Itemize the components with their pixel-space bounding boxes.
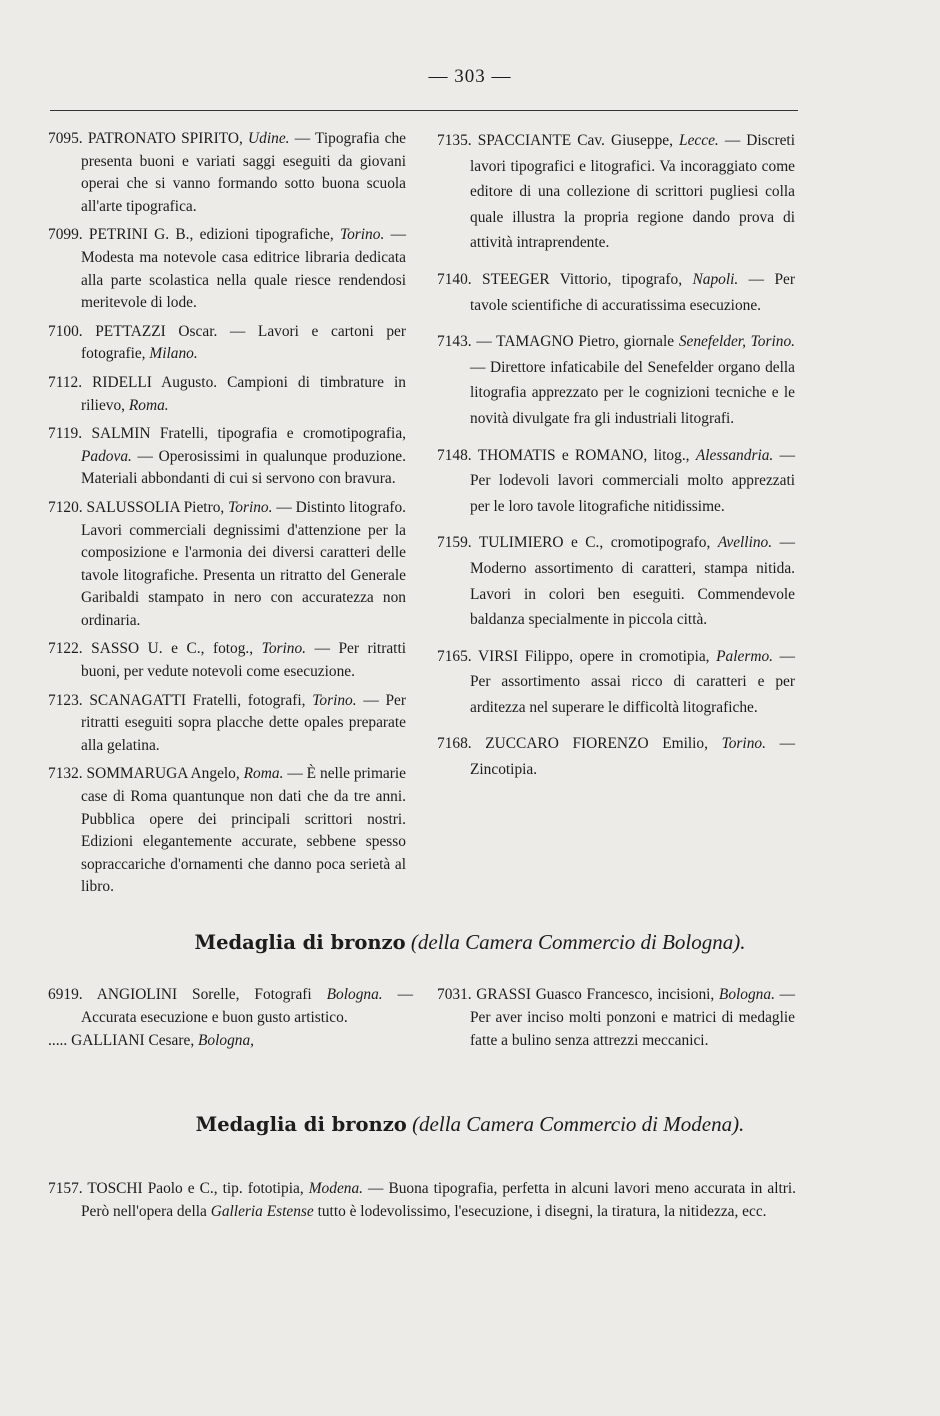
entry-text: — Moderno assortimento di caratteri, stampa nitida. Lavori in colori ben eseguiti. Commendevole baldanza specialmente in piccola città. bbox=[470, 534, 795, 629]
entry-text: tutto è lodevolissimo, l'esecuzione, i disegni, la tiratura, la nitidezza, ecc. bbox=[313, 1203, 767, 1221]
section1-right-column bbox=[437, 983, 795, 1052]
entry-place: Padova. bbox=[81, 447, 132, 465]
entry-name: 7135. SPACCIANTE Cav. Giuseppe, bbox=[437, 132, 680, 149]
entry-text: — Buona tipografia, perfetta in alcuni lavori meno accurata in altri. Però nell'opera della bbox=[81, 1180, 796, 1221]
entry-text: — Zincotipia. bbox=[470, 735, 795, 779]
entry-text: — Distinto litografo. Lavori commerciali degnissimi d'attenzione per la composizione e l'armonia dei diversi caratteri delle tavole litografiche. Presenta un ritratto del Generale Garibaldi stampato in nero con accuratezza non ordinaria. bbox=[81, 498, 406, 629]
entry bbox=[437, 443, 795, 520]
entry-name: 7112. RIDELLI Augusto. Campioni di timbrature in rilievo, bbox=[48, 373, 406, 414]
section-title bbox=[0, 930, 940, 955]
entry bbox=[48, 638, 406, 683]
entry-place: Roma. bbox=[128, 396, 169, 414]
entry bbox=[48, 128, 406, 218]
entry-text: — Tipografia che presenta buoni e variati saggi eseguiti da giovani operai che si vanno formando sotto buona scuola all'arte tipografica. bbox=[81, 130, 406, 215]
entry bbox=[48, 423, 406, 491]
entry-name: 7140. STEEGER Vittorio, tipografo, bbox=[437, 270, 693, 288]
entry-name: 7132. SOMMARUGA Angelo, bbox=[48, 765, 244, 783]
entry-place: Senefelder, Torino. bbox=[678, 333, 795, 351]
entry-place: Napoli. bbox=[692, 270, 739, 288]
entry bbox=[48, 983, 413, 1029]
entry-place: Milano. bbox=[149, 345, 198, 363]
entry-name: 7119. SALMIN Fratelli, tipografia e cromotipografia, bbox=[48, 425, 406, 443]
entry-name: 7168. ZUCCARO FIORENZO Emilio, bbox=[437, 735, 722, 753]
entry-place: Torino. bbox=[261, 640, 307, 658]
entry-name: 7157. TOSCHI Paolo e C., tip. fototipia, bbox=[48, 1180, 309, 1198]
entry-name: 7031. GRASSI Guasco Francesco, incisioni, bbox=[437, 986, 719, 1003]
entry bbox=[437, 983, 795, 1052]
entry-name: 7143. — TAMAGNO Pietro, giornale bbox=[437, 333, 679, 351]
header-rule bbox=[50, 110, 798, 111]
entry bbox=[48, 1029, 413, 1052]
entry-place: Lecce. bbox=[679, 132, 719, 149]
entry-name: 7165. VIRSI Filippo, opere in cromotipia, bbox=[437, 647, 717, 665]
entry-name: ..... GALLIANI Cesare, bbox=[48, 1032, 199, 1049]
entry-name: 7099. PETRINI G. B., edizioni tipografiche, bbox=[48, 226, 340, 244]
entry bbox=[48, 1177, 796, 1223]
entry-place: Torino. bbox=[339, 226, 385, 244]
entry-text: — Direttore infaticabile del Senefelder organo della litografia apprezzato per le cognizioni tecniche e le novità divulgate fra gli industriali litografi. bbox=[470, 358, 795, 427]
entry-text: — Operosissimi in qualunque produzione. Materiali abbondanti di cui si servono con bravura. bbox=[81, 447, 406, 488]
entry bbox=[437, 530, 795, 632]
entry bbox=[48, 690, 406, 758]
entry-text: — Per assortimento assai ricco di caratteri e per arditezza nel superare le difficoltà litografiche. bbox=[470, 647, 795, 716]
entry bbox=[437, 731, 795, 782]
section-title-bold: Medaglia di bronzo bbox=[195, 1113, 407, 1136]
section1-left-column bbox=[48, 983, 413, 1052]
entry bbox=[48, 321, 406, 366]
section-title-italic: (della Camera Commercio di Modena). bbox=[412, 1112, 745, 1136]
entry-text: — È nelle primarie case di Roma quantunque non dati che da tre anni. Pubblica opere dei principali scrittori nostri. Edizioni elegantemente accurate, sebbene spesso sopraccariche d'ornamenti che danno poca serietà al libro. bbox=[81, 765, 406, 896]
entry-name: 7095. PATRONATO SPIRITO, bbox=[48, 130, 249, 147]
entry-place: Udine. bbox=[248, 130, 290, 147]
section-title-bold: Medaglia di bronzo bbox=[194, 931, 406, 954]
right-column bbox=[437, 128, 795, 794]
entry-text: — Per aver inciso molti ponzoni e matrici di medaglie fatte a bulino senza attrezzi meccanici. bbox=[470, 986, 795, 1049]
section-title-italic: (della Camera Commercio di Bologna). bbox=[410, 930, 746, 954]
entry-text: — Per ritratti eseguiti sopra placche dette opales preparate alla gelatina. bbox=[81, 691, 406, 754]
entry-place: Bologna. bbox=[326, 986, 383, 1003]
entry-name: 7123. SCANAGATTI Fratelli, fotografi, bbox=[48, 691, 313, 709]
entry-place: Torino. bbox=[228, 498, 273, 516]
entry-place: Bologna. bbox=[718, 986, 775, 1003]
entry-work-title: Galleria Estense bbox=[210, 1203, 314, 1221]
entry-place: Roma. bbox=[243, 765, 284, 783]
entry bbox=[437, 267, 795, 318]
entry-place: Palermo. bbox=[716, 647, 773, 665]
entry bbox=[48, 372, 406, 417]
entry-text: — Modesta ma notevole casa editrice libraria dedicata alla parte scolastica nella quale riesce rendendosi meritevole di lode. bbox=[81, 226, 406, 312]
entry bbox=[437, 128, 795, 256]
entry-place: Torino. bbox=[721, 735, 766, 753]
entry bbox=[437, 329, 795, 431]
section-title bbox=[0, 1112, 940, 1137]
page-number: — 303 — bbox=[428, 66, 512, 87]
entry-place: Bologna, bbox=[198, 1032, 255, 1049]
entry-name: 7159. TULIMIERO e C., cromotipografo, bbox=[437, 534, 718, 552]
left-column bbox=[48, 128, 406, 905]
entry-place: Alessandria. bbox=[695, 446, 774, 464]
entry bbox=[48, 224, 406, 314]
entry-place: Avellino. bbox=[717, 534, 773, 552]
entry-name: 7120. SALUSSOLIA Pietro, bbox=[48, 498, 229, 516]
entry-text: — Per lodevoli lavori commerciali molto apprezzati per le loro tavole litografiche nitidissime. bbox=[470, 446, 795, 515]
entry bbox=[48, 763, 406, 899]
entry-text: — Accurata esecuzione e buon gusto artistico. bbox=[81, 986, 413, 1026]
entry-name: 6919. ANGIOLINI Sorelle, Fotografi bbox=[48, 986, 327, 1003]
entry-place: Torino. bbox=[312, 691, 357, 709]
entry bbox=[437, 644, 795, 721]
entry bbox=[48, 497, 406, 633]
entry-text: — Per tavole scientifiche di accuratissima esecuzione. bbox=[470, 270, 795, 314]
entry-name: 7122. SASSO U. e C., fotog., bbox=[48, 640, 262, 658]
entry-text: — Per ritratti buoni, per vedute notevoli come esecuzione. bbox=[81, 640, 406, 681]
entry-name: 7100. PETTAZZI Oscar. — Lavori e cartoni per fotografie, bbox=[48, 322, 406, 363]
entry-text: — Discreti lavori tipografici e litografici. Va incoraggiato come editore di una collezione di scrittori pugliesi colla quale illustra la propria regione dando prova di attività intraprendente. bbox=[470, 132, 795, 252]
entry-place: Modena. bbox=[308, 1180, 364, 1198]
entry-name: 7148. THOMATIS e ROMANO, litog., bbox=[437, 446, 696, 464]
